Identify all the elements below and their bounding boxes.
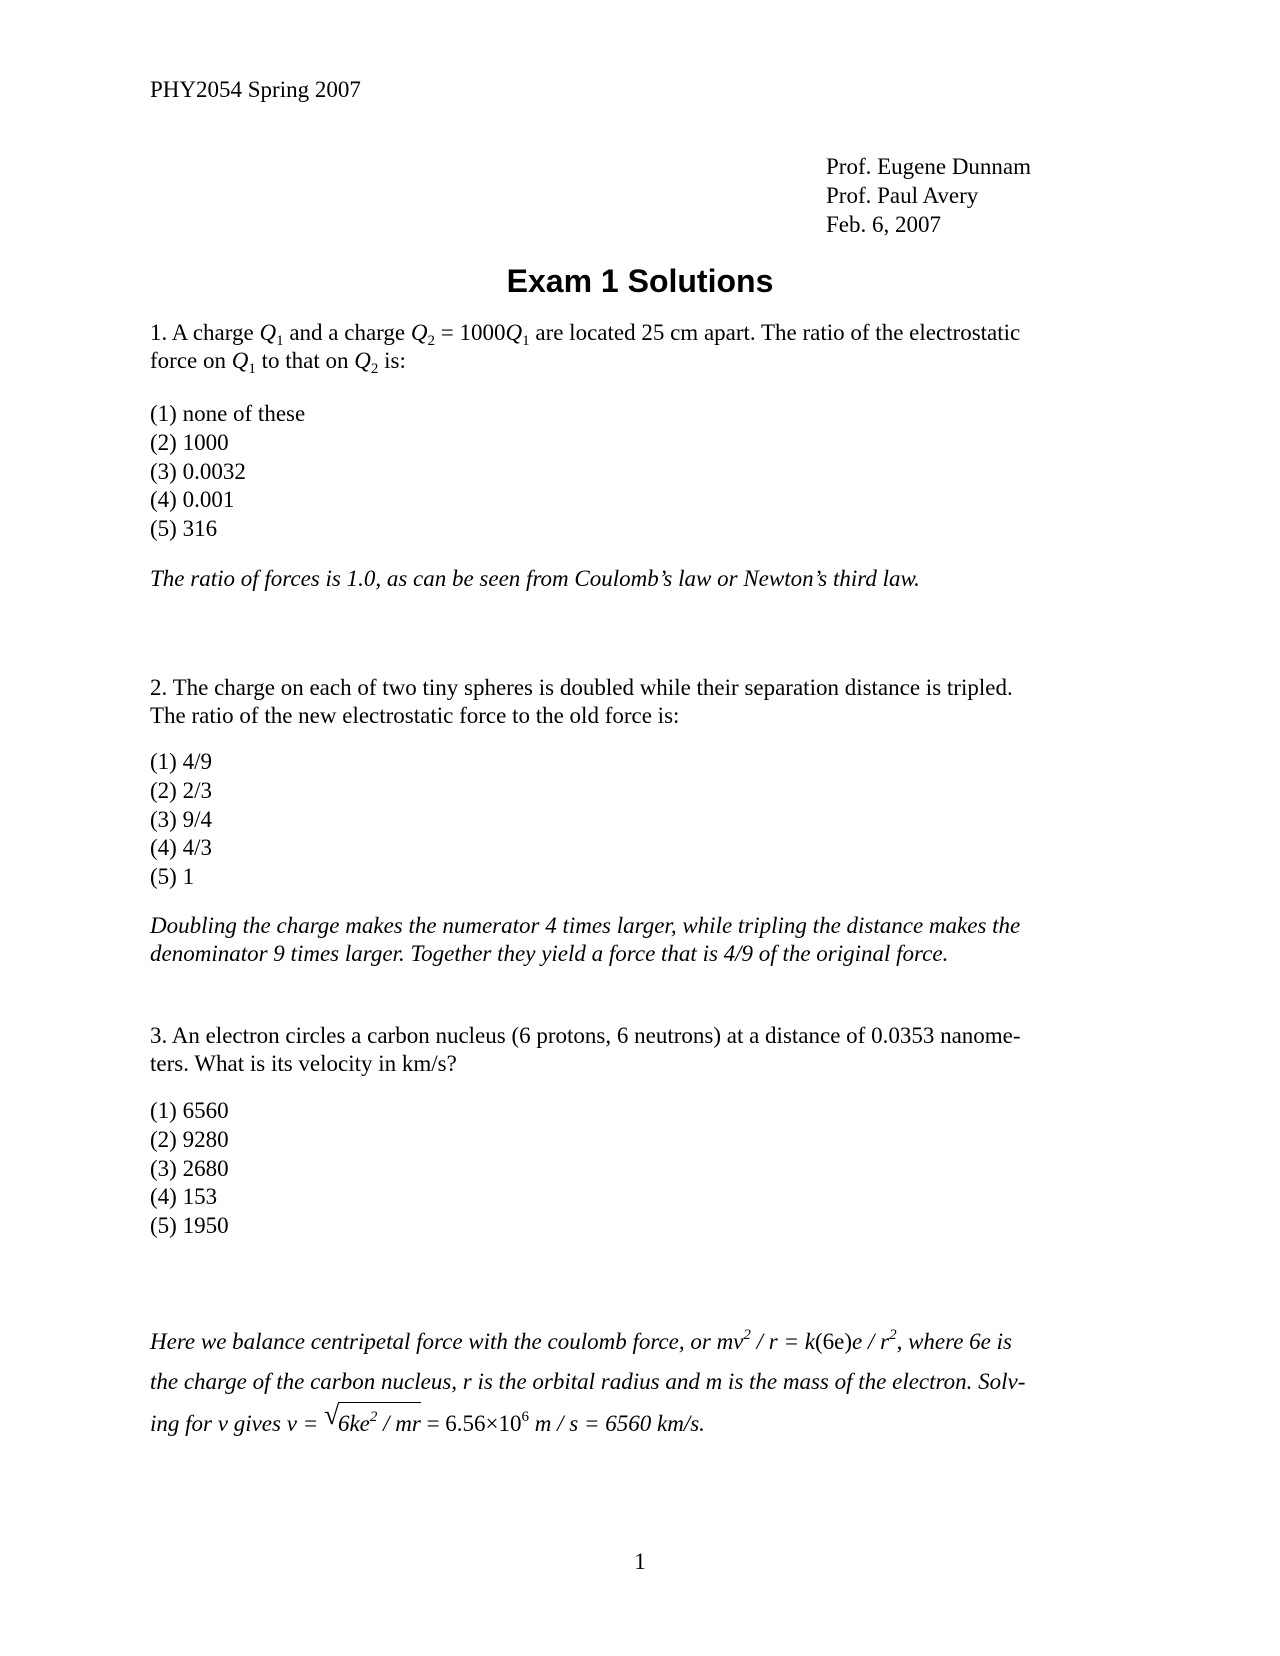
answer-option: (4) 153 [150, 1184, 218, 1210]
answer-option: (5) 316 [150, 516, 218, 542]
answer-option: (3) 9/4 [150, 806, 212, 832]
answer-option: (2) 2/3 [150, 777, 212, 803]
answer-option: (1) 4/9 [150, 749, 212, 774]
answer-option: (3) 2680 [150, 1155, 229, 1181]
question-2-options [150, 748, 212, 892]
question-1-options [150, 400, 305, 544]
question-2-prompt: 2. The charge on each of two tiny spheres is doubled while their separation distance is tripled. The ratio of the new electrostatic force to the old force is: [150, 675, 1013, 728]
answer-option: (4) 4/3 [150, 835, 212, 861]
answer-option: (2) 9280 [150, 1126, 229, 1152]
answer-option: (5) 1950 [150, 1213, 229, 1239]
answer-option: (4) 0.001 [150, 487, 235, 513]
answer-option: (2) 1000 [150, 429, 229, 455]
square-root-symbol: √ $6ke^2$ / mr [324, 1402, 421, 1444]
question-1-prompt: 1. A charge $Q_1$ and a charge $Q_2 = 1000Q_1$ are located 25 cm apart. The ratio of the electrostatic force on $Q_1$ to that on $Q_2$ is: [150, 320, 1021, 377]
velocity-equation: v = √ $6ke^2$ / mr = $6.56\times 10^6$ m / s = 6560 [287, 1411, 652, 1436]
answer-option: (1) none of these [150, 401, 306, 426]
instructor-name: Prof. Eugene Dunnam [826, 154, 1032, 179]
centripetal-equation: $mv^2 / r = k(6e)e / r^2$ [716, 1327, 897, 1354]
instructor-name: Prof. Paul Avery [826, 183, 979, 208]
answer-option: (3) 0.0032 [150, 458, 246, 484]
instructor-block [826, 152, 1031, 239]
course-header: PHY2054 Spring 2007 [150, 77, 361, 102]
question-3-prompt: 3. An electron circles a carbon nucleus (6 protons, 6 neutrons) at a distance of 0.0353 nanome- ters. What is its velocity in km/s? [150, 1023, 1021, 1076]
page-number: 1 [634, 1549, 646, 1574]
question-1-solution: The ratio of forces is 1.0, as can be seen from Coulomb’s law or Newton’s third law. [150, 566, 920, 591]
exam-date: Feb. 6, 2007 [826, 212, 941, 237]
answer-option: (1) 6560 [150, 1098, 229, 1123]
page-title: Exam 1 Solutions [506, 263, 774, 299]
question-3-options [150, 1097, 229, 1241]
question-2-solution: Doubling the charge makes the numerator 4 times larger, while tripling the distance makes the denominator 9 times larger. Together they yield a force that is 4/9 of the original force. [150, 913, 1021, 966]
question-3-solution: Here we balance centripetal force with the coulomb force, or $mv^2 / r = k(6e)e / r^2$, where 6e is the charge of the carbon nucleus, r is the orbital radius and m is the mass of the electron. Solv- ing for v gives v = √ $6ke^2$ / mr = $6.56\times 10^6$ m / s = 6560 km/s. [150, 1322, 1115, 1444]
answer-option: (5) 1 [150, 864, 195, 890]
